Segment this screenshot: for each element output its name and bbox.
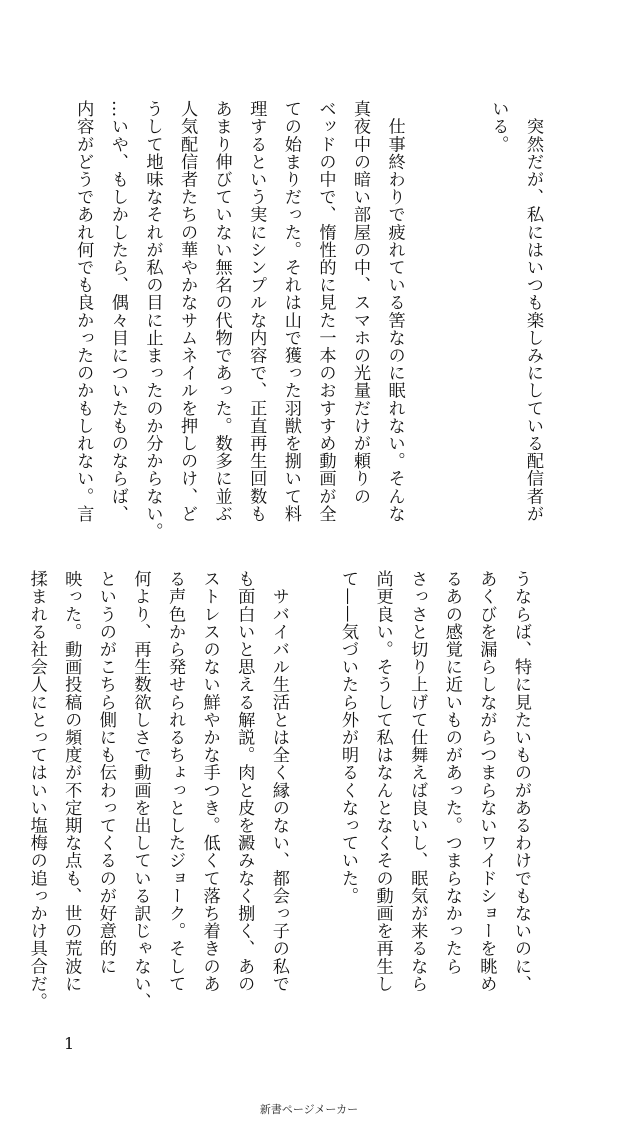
text-line: …いや、もしかしたら、偶々目についたものならば、	[107, 100, 128, 523]
text-line: サバイバル生活とは全く縁のない、都会っ子の私で	[268, 570, 289, 993]
line-gap	[412, 100, 447, 540]
text-line: 仕事終わりで疲れている筈なのに眠れない。そんな	[384, 100, 405, 523]
text-line: 内容がどうであれ何でも良かったのかもしれない。言	[73, 100, 94, 523]
text-line: あくびを漏らしながらつまらないワイドショーを眺め	[476, 570, 497, 993]
line-gap	[296, 570, 331, 1020]
text-line: て——気づいたら外が明るくなっていた。	[338, 570, 359, 905]
text-line: ストレスのない鮮やかな手つき。低くて落ち着きのあ	[199, 570, 220, 993]
text-line: 尚更良い。そうして私はなんとなくその動画を再生し	[372, 570, 393, 993]
text-line: さっさと切り上げて仕舞えば良いし、眠気が来るなら	[407, 570, 428, 993]
text-line: 突然だが、私にはいつも楽しみにしている配信者が	[523, 100, 543, 523]
text-line: 映った。動画投稿の頻度が不定期な点も、世の荒波に	[61, 570, 82, 993]
text-line: る声色から発せられるちょっとしたジョーク。そして	[165, 570, 186, 993]
text-line: うして地味なそれが私の目に止まったのか分からない。	[142, 100, 163, 540]
text-line: 人気配信者たちの華やかなサムネイルを押しのけ、ど	[177, 100, 198, 523]
text-block-bottom	[19, 570, 538, 1020]
text-line: というのがこちら側にも伝わってくるのが好意的に	[95, 570, 116, 975]
footer-caption: 新書ページメーカー	[259, 1103, 359, 1116]
text-line: 真夜中の暗い部屋の中、スマホの光量だけが頼りの	[350, 100, 371, 505]
text-line: も面白いと思える解説。肉と皮を澱みなく捌く、あの	[234, 570, 255, 993]
text-line: るあの感覚に近いものがあった。つまらなかったら	[441, 570, 462, 975]
line-gap	[446, 100, 481, 540]
text-line: 理するという実にシンプルな内容で、正直再生回数も	[246, 100, 267, 523]
text-block-top	[66, 100, 550, 540]
page-number: 1	[64, 1034, 75, 1053]
text-line: ベッドの中で、惰性的に見た一本のおすすめ動画が全	[315, 100, 336, 523]
text-line: いる。	[488, 100, 509, 153]
text-line: うならば、特に見たいものがあるわけでもないのに、	[511, 570, 531, 993]
text-line: ての始まりだった。それは山で獲った羽獣を捌いて料	[280, 100, 301, 523]
text-line: あまり伸びていない無名の代物であった。数多に並ぶ	[211, 100, 232, 523]
text-line: 何より、再生数欲しさで動画を出している訳じゃない、	[130, 570, 151, 1010]
text-line: 揉まれる社会人にとってはいい塩梅の追っかけ具合だ。	[26, 570, 47, 1010]
